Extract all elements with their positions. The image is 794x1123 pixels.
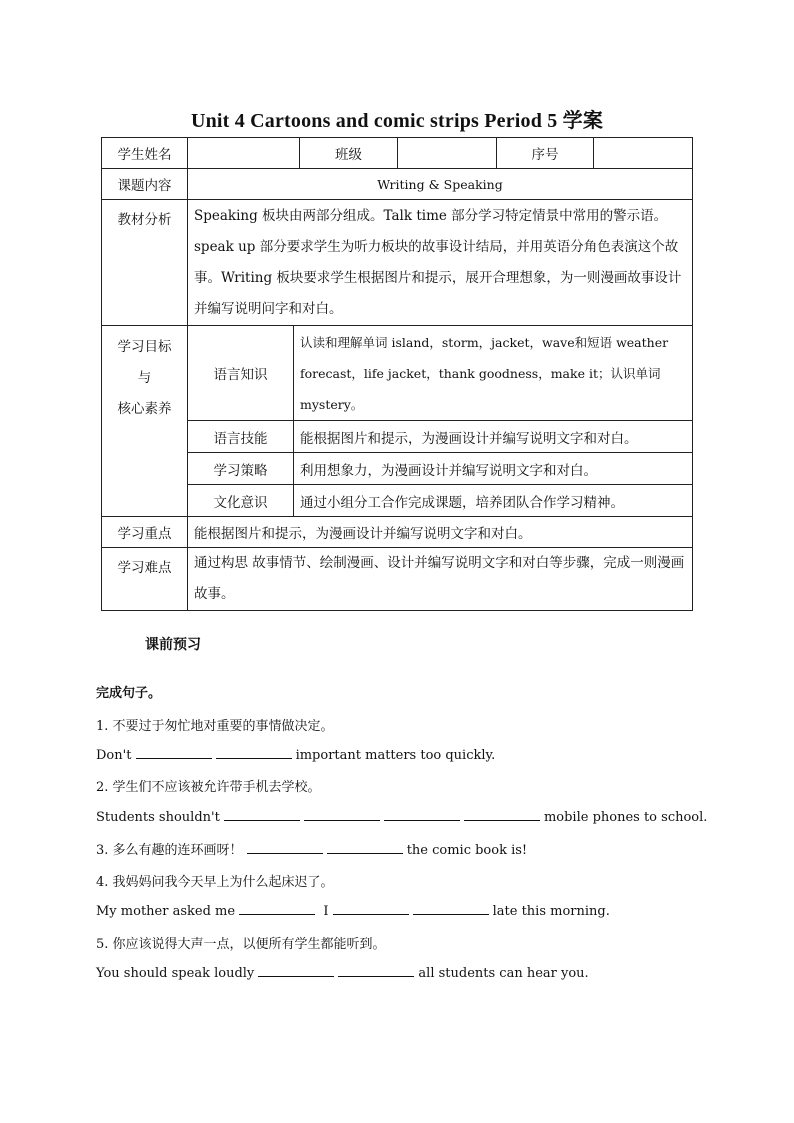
- goal-text: 认读和理解单词 island，storm，jacket，wave和短语 weather forecast，life jacket，thank goodness，make it；认识单词 mystery。: [294, 326, 693, 421]
- exercise-heading: 完成句子。: [96, 686, 162, 701]
- analysis-text: Speaking 板块由两部分组成。Talk time 部分学习特定情景中常用的警示语。speak up 部分要求学生为听力板块的故事设计结局，并用英语分角色表演这个故事。Writing 板块要求学生根据图片和提示，展开合理想象，为一则漫画故事设计并编写说明问字和对白。: [188, 200, 693, 326]
- student-name-cell[interactable]: [188, 138, 300, 169]
- goal-name: 语言技能: [188, 421, 294, 453]
- answer-blank[interactable]: [239, 902, 315, 915]
- answer-blank[interactable]: [338, 964, 414, 977]
- sentence-end: mobile phones to school.: [543, 810, 708, 825]
- class-cell[interactable]: [398, 138, 497, 169]
- document-title: Unit 4 Cartoons and comic strips Period 5 学案: [190, 110, 604, 132]
- answer-blank[interactable]: [216, 746, 292, 759]
- topic-label: 课题内容: [102, 169, 188, 200]
- sentence-start: Don't: [96, 748, 132, 763]
- seat-cell[interactable]: [594, 138, 693, 169]
- answer-blank[interactable]: [258, 964, 334, 977]
- sentence-start: You should speak loudly: [96, 966, 255, 981]
- class-label: 班级: [300, 138, 398, 169]
- exercise-5-prompt: 5. 你应该说得大声一点，以便所有学生都能听到。: [96, 937, 386, 952]
- exercise-5-sentence: [96, 964, 589, 981]
- exercise-1-sentence: [96, 746, 495, 763]
- exercise-2-prompt: 2. 学生们不应该被允许带手机去学校。: [96, 780, 321, 795]
- exercise-4-sentence: [96, 902, 610, 919]
- sentence-end: all students can hear you.: [418, 966, 589, 981]
- goals-label-line3: 核心素养: [117, 401, 172, 417]
- analysis-label: 教材分析: [102, 200, 188, 326]
- answer-blank[interactable]: [304, 808, 380, 821]
- goal-text: 能根据图片和提示，为漫画设计并编写说明文字和对白。: [294, 421, 693, 453]
- answer-blank[interactable]: [224, 808, 300, 821]
- sentence-end: important matters too quickly.: [295, 748, 496, 763]
- preview-heading: 课前预习: [145, 637, 201, 653]
- exercise-3-prompt: 3. 多么有趣的连环画呀！: [96, 843, 243, 858]
- goal-name: 文化意识: [188, 485, 294, 517]
- goal-text: 利用想象力，为漫画设计并编写说明文字和对白。: [294, 453, 693, 485]
- answer-blank[interactable]: [384, 808, 460, 821]
- student-name-label: 学生姓名: [102, 138, 188, 169]
- exercise-2-sentence: [96, 808, 707, 825]
- sentence-start: Students shouldn't: [96, 810, 220, 825]
- goals-label: [102, 326, 188, 517]
- key-points-label: 学习重点: [102, 517, 188, 548]
- lesson-plan-table: [101, 137, 693, 611]
- goals-label-line1: 学习目标: [117, 339, 172, 355]
- goal-text: 通过小组分工合作完成课题，培养团队合作学习精神。: [294, 485, 693, 517]
- key-points-text: 能根据图片和提示，为漫画设计并编写说明文字和对白。: [188, 517, 693, 548]
- answer-blank[interactable]: [327, 841, 403, 854]
- difficult-points-text: 通过构思 故事情节、绘制漫画、设计并编写说明文字和对白等步骤，完成一则漫画故事。: [188, 548, 693, 611]
- goals-label-line2: 与: [137, 370, 152, 386]
- answer-blank[interactable]: [413, 902, 489, 915]
- goal-name: 学习策略: [188, 453, 294, 485]
- goal-name: 语言知识: [188, 326, 294, 421]
- sentence-end: the comic book is!: [406, 843, 528, 858]
- exercise-4-prompt: 4. 我妈妈问我今天早上为什么起床迟了。: [96, 875, 334, 890]
- answer-blank[interactable]: [464, 808, 540, 821]
- exercise-1-prompt: 1. 不要过于匆忙地对重要的事情做决定。: [96, 719, 334, 734]
- seat-label: 序号: [497, 138, 594, 169]
- difficult-points-label: 学习难点: [102, 548, 188, 611]
- topic-value: Writing & Speaking: [188, 169, 693, 200]
- sentence-end: late this morning.: [492, 904, 610, 919]
- exercise-3-sentence: [96, 839, 527, 858]
- answer-blank[interactable]: [136, 746, 212, 759]
- sentence-mid: I: [323, 904, 329, 919]
- answer-blank[interactable]: [333, 902, 409, 915]
- sentence-start: My mother asked me: [96, 904, 236, 919]
- answer-blank[interactable]: [247, 841, 323, 854]
